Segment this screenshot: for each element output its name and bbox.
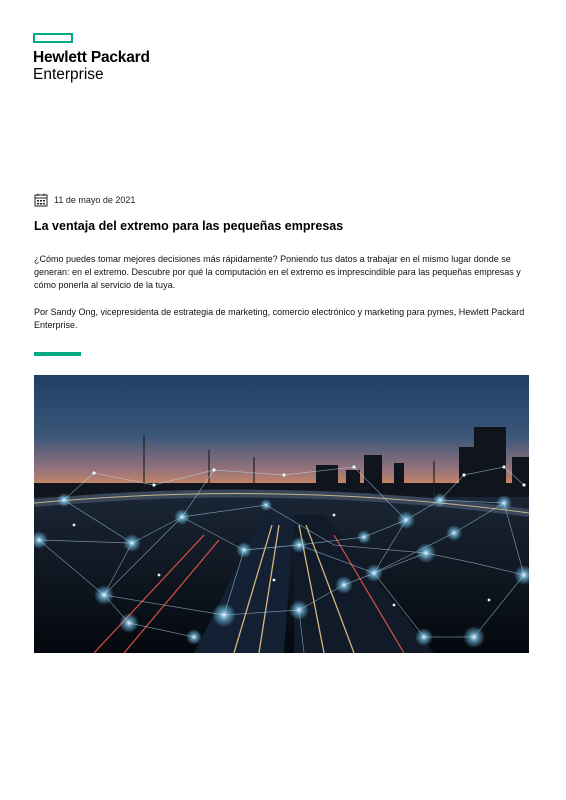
article-byline: Por Sandy Ong, vicepresidenta de estrategia de marketing, comercio electrónico y marketing para pymes, Hewlett Packard Enterprise. <box>34 307 525 330</box>
calendar-icon <box>34 193 48 207</box>
article-intro: ¿Cómo puedes tomar mejores decisiones más rápidamente? Poniendo tus datos a trabajar en el mismo lugar donde se generan: en el extremo. Descubre por qué la computación en el extremo es imprescindible para las pequeñas empresas y cómo ponerla al servicio de la tuya. <box>34 254 521 290</box>
hero-network-illustration <box>34 375 529 653</box>
date-row <box>34 193 135 207</box>
article-title: La ventaja del extremo para las pequeñas empresas <box>34 219 344 233</box>
publish-date: 11 de mayo de 2021 <box>54 195 136 205</box>
hpe-logo-mark <box>33 33 73 43</box>
accent-divider <box>34 352 81 356</box>
hpe-logo <box>33 33 150 83</box>
logo-name-line2: Enterprise <box>33 66 104 83</box>
hero-image <box>34 375 529 653</box>
logo-name-line1: Hewlett Packard <box>33 49 150 66</box>
